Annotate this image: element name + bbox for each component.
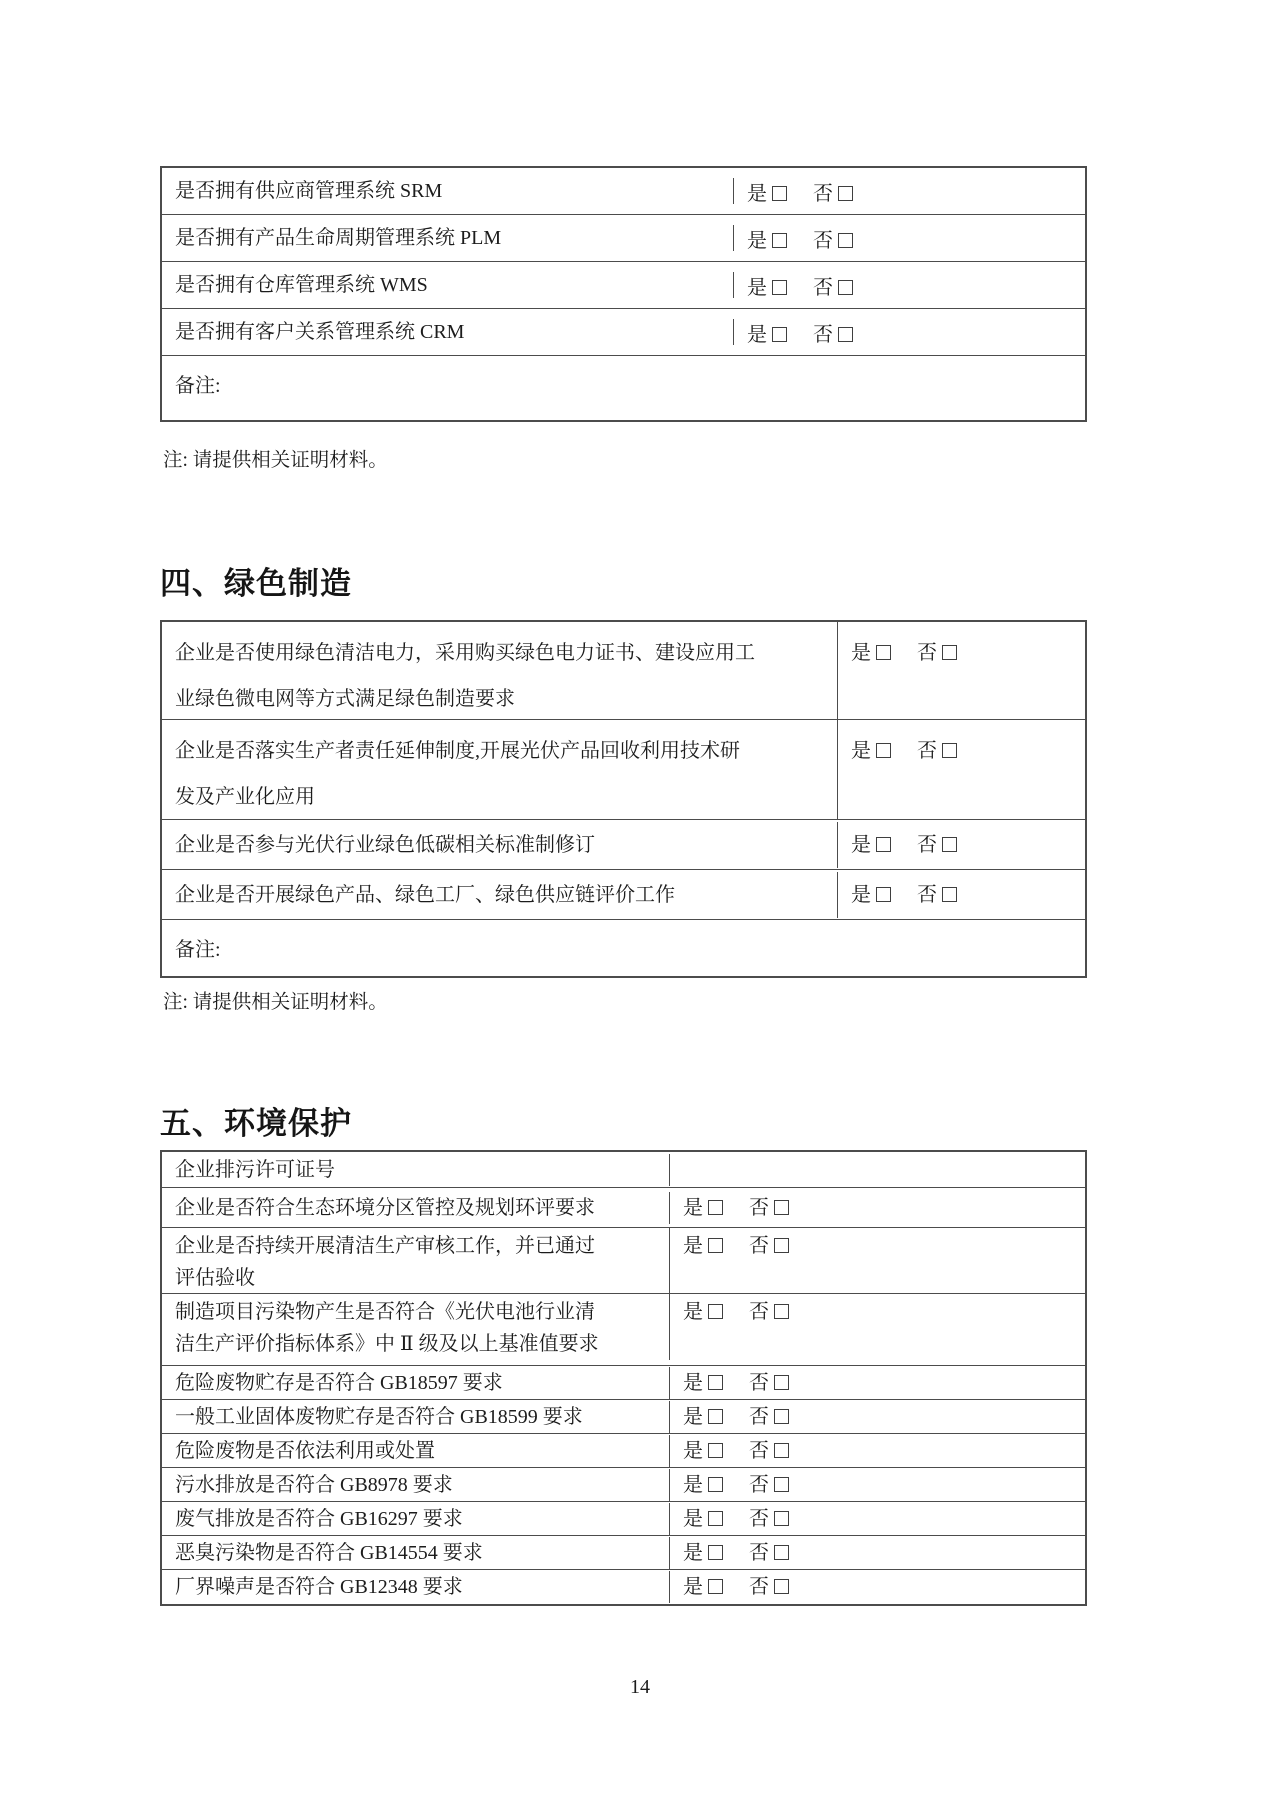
table-row: [162, 1152, 1085, 1188]
yes-label: 是: [683, 1473, 703, 1496]
no-checkbox[interactable]: [774, 1443, 789, 1458]
no-checkbox[interactable]: [774, 1304, 789, 1319]
yes-checkbox[interactable]: [708, 1443, 723, 1458]
no-checkbox[interactable]: [838, 327, 853, 342]
yes-checkbox[interactable]: [708, 1545, 723, 1560]
answer-cell: [670, 1503, 1085, 1535]
table-row: [162, 1434, 1085, 1468]
yes-label: 是: [683, 1196, 703, 1219]
answer-cell: [670, 1469, 1085, 1501]
table-row: [162, 720, 1085, 820]
no-label: 否: [749, 1576, 769, 1598]
yes-label: 是: [851, 740, 871, 762]
no-label: 否: [749, 1405, 769, 1428]
answer-cell: [838, 720, 1085, 774]
table-row: [162, 262, 1085, 309]
no-checkbox[interactable]: [774, 1238, 789, 1253]
question-cell: [162, 1571, 670, 1603]
no-checkbox[interactable]: [838, 233, 853, 248]
table-row: [162, 1366, 1085, 1400]
question-cell: [162, 319, 734, 345]
question-text: 企业是否持续开展清洁生产审核工作，并已通过: [175, 1235, 595, 1257]
no-checkbox[interactable]: [774, 1409, 789, 1424]
environmental-protection-table: [160, 1150, 1087, 1606]
table-row: [162, 1188, 1085, 1228]
no-checkbox[interactable]: [774, 1545, 789, 1560]
section-heading-green: 四、绿色制造: [160, 566, 352, 601]
no-label: 否: [917, 883, 937, 906]
question-cell: [162, 1367, 670, 1399]
table-row: [162, 1536, 1085, 1570]
answer-cell: [670, 1192, 1085, 1224]
remark-row: [162, 356, 1085, 420]
no-checkbox[interactable]: [774, 1477, 789, 1492]
question-text: 评估验收: [175, 1267, 255, 1289]
question-text: 是否拥有客户关系管理系统 CRM: [175, 321, 465, 343]
yes-label: 是: [683, 1576, 703, 1598]
yes-checkbox[interactable]: [708, 1511, 723, 1526]
yes-checkbox[interactable]: [772, 186, 787, 201]
no-label: 否: [749, 1196, 769, 1219]
no-label: 否: [749, 1507, 769, 1530]
no-label: 否: [749, 1439, 769, 1462]
no-checkbox[interactable]: [838, 186, 853, 201]
answer-cell: [838, 822, 1085, 868]
question-cell: [162, 622, 838, 722]
question-text: 发及产业化应用: [175, 786, 315, 808]
yes-label: 是: [851, 883, 871, 906]
question-text: 企业是否参与光伏行业绿色低碳相关标准制修订: [175, 833, 595, 856]
no-checkbox[interactable]: [774, 1511, 789, 1526]
question-cell: [162, 225, 734, 251]
yes-label: 是: [747, 323, 767, 346]
question-text: 企业是否符合生态环境分区管控及规划环评要求: [175, 1196, 595, 1219]
question-cell: [162, 1154, 670, 1186]
answer-cell: [670, 1537, 1085, 1569]
answer-cell: [670, 1228, 1085, 1262]
green-manufacturing-table: [160, 620, 1087, 978]
question-cell: [162, 272, 734, 298]
page-number: 14: [630, 1676, 650, 1698]
no-label: 否: [749, 1235, 769, 1257]
question-text: 危险废物是否依法利用或处置: [175, 1439, 435, 1462]
table-row: [162, 1570, 1085, 1604]
question-text: 是否拥有仓库管理系统 WMS: [175, 274, 428, 296]
question-text: 是否拥有产品生命周期管理系统 PLM: [175, 227, 502, 249]
question-cell: [162, 1469, 670, 1501]
no-label: 否: [749, 1371, 769, 1394]
no-label: 否: [917, 833, 937, 856]
no-label: 否: [813, 323, 833, 346]
question-text: 业绿色微电网等方式满足绿色制造要求: [175, 688, 515, 710]
question-cell: [162, 1294, 670, 1360]
no-checkbox[interactable]: [942, 887, 957, 902]
no-label: 否: [813, 182, 833, 205]
question-text: 一般工业固体废物贮存是否符合 GB18599 要求: [175, 1405, 583, 1428]
no-checkbox[interactable]: [942, 743, 957, 758]
table-row: [162, 1294, 1085, 1366]
question-cell: [162, 1537, 670, 1569]
yes-checkbox[interactable]: [708, 1375, 723, 1390]
yes-label: 是: [683, 1541, 703, 1564]
yes-checkbox[interactable]: [772, 327, 787, 342]
yes-checkbox[interactable]: [876, 743, 891, 758]
yes-checkbox[interactable]: [876, 837, 891, 852]
question-cell: [162, 1228, 670, 1294]
table-row: [162, 1468, 1085, 1502]
yes-label: 是: [683, 1371, 703, 1394]
no-checkbox[interactable]: [774, 1200, 789, 1215]
no-label: 否: [749, 1473, 769, 1496]
yes-label: 是: [683, 1405, 703, 1428]
remark-row: [162, 920, 1085, 976]
answer-cell: [734, 224, 1085, 253]
no-checkbox[interactable]: [942, 837, 957, 852]
question-text: 废气排放是否符合 GB16297 要求: [175, 1507, 463, 1530]
answer-cell: [670, 1401, 1085, 1433]
yes-label: 是: [851, 833, 871, 856]
answer-cell: [670, 1571, 1085, 1603]
remark-label: 备注:: [175, 939, 221, 961]
no-label: 否: [917, 642, 937, 664]
no-label: 否: [749, 1301, 769, 1323]
table-row: [162, 1228, 1085, 1294]
answer-cell: [734, 177, 1085, 206]
question-text: 是否拥有供应商管理系统 SRM: [175, 180, 443, 202]
question-cell: [162, 178, 734, 204]
question-text: 洁生产评价指标体系》中 Ⅱ 级及以上基准值要求: [175, 1333, 599, 1355]
yes-label: 是: [683, 1439, 703, 1462]
yes-label: 是: [747, 276, 767, 299]
question-text: 厂界噪声是否符合 GB12348 要求: [175, 1576, 463, 1598]
question-cell: [162, 872, 838, 918]
section-heading-env: 五、环境保护: [160, 1106, 352, 1141]
question-cell: [162, 822, 838, 868]
no-label: 否: [813, 229, 833, 252]
no-checkbox[interactable]: [942, 645, 957, 660]
answer-cell: [670, 1367, 1085, 1399]
no-label: 否: [917, 740, 937, 762]
table-row: [162, 168, 1085, 215]
no-label: 否: [813, 276, 833, 299]
yes-checkbox[interactable]: [876, 645, 891, 660]
note-text: 注: 请提供相关证明材料。: [163, 450, 388, 471]
question-text: 企业是否使用绿色清洁电力，采用购买绿色电力证书、建设应用工: [175, 642, 755, 664]
systems-table: [160, 166, 1087, 422]
answer-cell: [734, 271, 1085, 300]
yes-label: 是: [747, 229, 767, 252]
table-row: [162, 622, 1085, 720]
yes-checkbox[interactable]: [708, 1477, 723, 1492]
table-row: [162, 309, 1085, 356]
table-row: [162, 215, 1085, 262]
table-row: [162, 1400, 1085, 1434]
question-text: 危险废物贮存是否符合 GB18597 要求: [175, 1371, 503, 1394]
answer-cell: [670, 1435, 1085, 1467]
yes-checkbox[interactable]: [772, 233, 787, 248]
question-text: 恶臭污染物是否符合 GB14554 要求: [175, 1541, 483, 1564]
question-cell: [162, 1192, 670, 1224]
question-text: 企业是否开展绿色产品、绿色工厂、绿色供应链评价工作: [175, 883, 675, 906]
question-text: 企业排污许可证号: [175, 1158, 335, 1181]
answer-cell: [838, 872, 1085, 918]
yes-checkbox[interactable]: [772, 280, 787, 295]
question-cell: [162, 1503, 670, 1535]
question-cell: [162, 720, 838, 820]
no-checkbox[interactable]: [774, 1579, 789, 1594]
table-row: [162, 1502, 1085, 1536]
remark-label: 备注:: [175, 375, 221, 397]
yes-checkbox[interactable]: [708, 1579, 723, 1594]
answer-cell: [670, 1294, 1085, 1328]
question-cell: [162, 1401, 670, 1433]
yes-label: 是: [747, 182, 767, 205]
question-text: 企业是否落实生产者责任延伸制度,开展光伏产品回收利用技术研: [175, 740, 740, 762]
no-checkbox[interactable]: [838, 280, 853, 295]
table-row: [162, 870, 1085, 920]
answer-cell: [838, 622, 1085, 676]
note-text: 注: 请提供相关证明材料。: [163, 992, 388, 1013]
yes-label: 是: [851, 642, 871, 664]
question-text: 污水排放是否符合 GB8978 要求: [175, 1473, 453, 1496]
question-cell: [162, 1435, 670, 1467]
no-label: 否: [749, 1541, 769, 1564]
yes-checkbox[interactable]: [708, 1409, 723, 1424]
yes-checkbox[interactable]: [708, 1238, 723, 1253]
no-checkbox[interactable]: [774, 1375, 789, 1390]
table-row: [162, 820, 1085, 870]
answer-cell: [734, 318, 1085, 347]
yes-label: 是: [683, 1507, 703, 1530]
question-text: 制造项目污染物产生是否符合《光伏电池行业清: [175, 1301, 595, 1323]
yes-label: 是: [683, 1235, 703, 1257]
yes-label: 是: [683, 1301, 703, 1323]
yes-checkbox[interactable]: [876, 887, 891, 902]
yes-checkbox[interactable]: [708, 1200, 723, 1215]
yes-checkbox[interactable]: [708, 1304, 723, 1319]
